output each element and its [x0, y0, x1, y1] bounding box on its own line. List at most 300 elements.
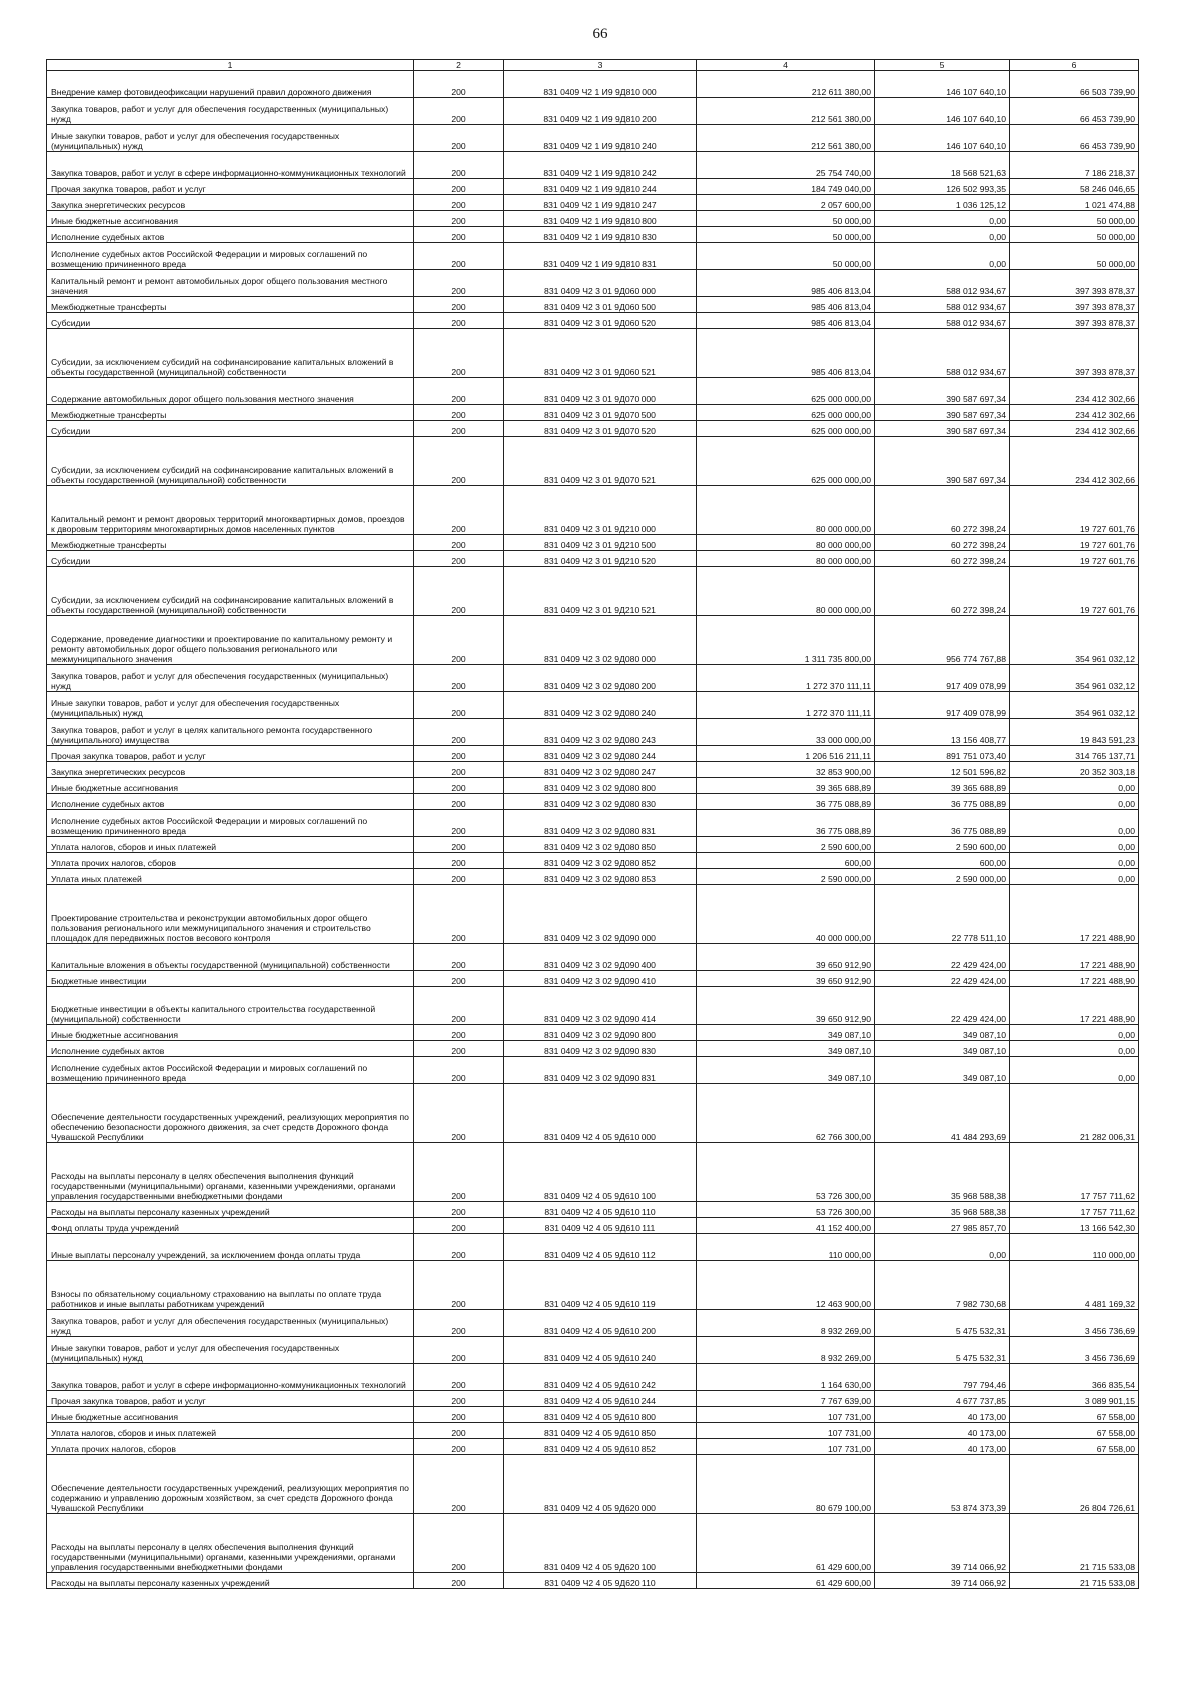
executed-amount: 40 173,00 [875, 1439, 1010, 1455]
executed-amount: 2 590 000,00 [875, 869, 1010, 885]
unexecuted-amount: 234 412 302,66 [1010, 421, 1139, 437]
table-row [47, 1391, 1139, 1407]
unexecuted-amount: 21 715 533,08 [1010, 1573, 1139, 1589]
budget-classification-code: 831 0409 Ч2 4 05 9Д610 852 [504, 1439, 697, 1455]
budget-classification-code: 831 0409 Ч2 3 02 9Д080 243 [504, 719, 697, 746]
executed-amount: 2 590 600,00 [875, 837, 1010, 853]
row-name: Субсидии [47, 313, 414, 329]
approved-amount: 62 766 300,00 [697, 1084, 875, 1143]
executed-amount: 146 107 640,10 [875, 98, 1010, 125]
unexecuted-amount: 17 221 488,90 [1010, 885, 1139, 944]
approved-amount: 985 406 813,04 [697, 313, 875, 329]
table-row [47, 1234, 1139, 1261]
row-code: 200 [414, 567, 504, 616]
unexecuted-amount: 17 757 711,62 [1010, 1143, 1139, 1202]
page-number: 66 [592, 26, 608, 42]
approved-amount: 1 311 735 800,00 [697, 616, 875, 665]
row-code: 200 [414, 1234, 504, 1261]
approved-amount: 107 731,00 [697, 1439, 875, 1455]
table-row [47, 227, 1139, 243]
executed-amount: 588 012 934,67 [875, 329, 1010, 378]
unexecuted-amount: 19 727 601,76 [1010, 551, 1139, 567]
unexecuted-amount: 314 765 137,71 [1010, 746, 1139, 762]
executed-amount: 0,00 [875, 227, 1010, 243]
row-name: Расходы на выплаты персоналу в целях обеспечения выполнения функций государственными (муниципальными) органами, казенными учреждениями, органами управления государственными внебюджетными фондами [47, 1143, 414, 1202]
approved-amount: 349 087,10 [697, 1057, 875, 1084]
unexecuted-amount: 19 727 601,76 [1010, 486, 1139, 535]
unexecuted-amount: 397 393 878,37 [1010, 329, 1139, 378]
unexecuted-amount: 50 000,00 [1010, 243, 1139, 270]
budget-classification-code: 831 0409 Ч2 3 01 9Д060 000 [504, 270, 697, 297]
approved-amount: 1 272 370 111,11 [697, 665, 875, 692]
row-code: 200 [414, 1025, 504, 1041]
executed-amount: 12 501 596,82 [875, 762, 1010, 778]
row-name: Исполнение судебных актов Российской Федерации и мировых соглашений по возмещению причиненного вреда [47, 810, 414, 837]
budget-classification-code: 831 0409 Ч2 3 02 9Д080 852 [504, 853, 697, 869]
unexecuted-amount: 50 000,00 [1010, 227, 1139, 243]
row-name: Исполнение судебных актов Российской Федерации и мировых соглашений по возмещению причиненного вреда [47, 1057, 414, 1084]
row-code: 200 [414, 778, 504, 794]
approved-amount: 32 853 900,00 [697, 762, 875, 778]
table-row [47, 125, 1139, 152]
row-name: Уплата прочих налогов, сборов [47, 853, 414, 869]
executed-amount: 797 794,46 [875, 1364, 1010, 1391]
row-name: Закупка товаров, работ и услуг в сфере информационно-коммуникационных технологий [47, 152, 414, 179]
unexecuted-amount: 366 835,54 [1010, 1364, 1139, 1391]
row-code: 200 [414, 746, 504, 762]
budget-classification-code: 831 0409 Ч2 3 01 9Д210 520 [504, 551, 697, 567]
executed-amount: 1 036 125,12 [875, 195, 1010, 211]
budget-classification-code: 831 0409 Ч2 3 02 9Д090 410 [504, 971, 697, 987]
unexecuted-amount: 3 456 736,69 [1010, 1310, 1139, 1337]
approved-amount: 50 000,00 [697, 211, 875, 227]
executed-amount: 126 502 993,35 [875, 179, 1010, 195]
executed-amount: 41 484 293,69 [875, 1084, 1010, 1143]
row-name: Бюджетные инвестиции [47, 971, 414, 987]
row-code: 200 [414, 152, 504, 179]
approved-amount: 41 152 400,00 [697, 1218, 875, 1234]
row-name: Исполнение судебных актов [47, 794, 414, 810]
row-code: 200 [414, 1337, 504, 1364]
unexecuted-amount: 354 961 032,12 [1010, 616, 1139, 665]
table-row [47, 421, 1139, 437]
budget-classification-code: 831 0409 Ч2 3 01 9Д070 520 [504, 421, 697, 437]
approved-amount: 80 679 100,00 [697, 1455, 875, 1514]
executed-amount: 5 475 532,31 [875, 1310, 1010, 1337]
approved-amount: 349 087,10 [697, 1041, 875, 1057]
approved-amount: 212 611 380,00 [697, 71, 875, 98]
executed-amount: 390 587 697,34 [875, 421, 1010, 437]
row-code: 200 [414, 227, 504, 243]
table-row [47, 1364, 1139, 1391]
executed-amount: 22 429 424,00 [875, 971, 1010, 987]
table-row [47, 1439, 1139, 1455]
row-name: Бюджетные инвестиции в объекты капитального строительства государственной (муниципальной) собственности [47, 987, 414, 1025]
table-row [47, 270, 1139, 297]
row-name: Обеспечение деятельности государственных учреждений, реализующих мероприятия по обеспечению безопасности дорожного движения, за счет средств Дорожного фонда Чувашской Республики [47, 1084, 414, 1143]
table-row [47, 1514, 1139, 1573]
budget-classification-code: 831 0409 Ч2 1 И9 9Д810 800 [504, 211, 697, 227]
budget-classification-code: 831 0409 Ч2 3 02 9Д090 831 [504, 1057, 697, 1084]
row-name: Содержание, проведение диагностики и проектирование по капитальному ремонту и ремонту автомобильных дорог общего пользования регионального или межмуниципального значения [47, 616, 414, 665]
row-code: 200 [414, 616, 504, 665]
approved-amount: 61 429 600,00 [697, 1514, 875, 1573]
row-name: Расходы на выплаты персоналу казенных учреждений [47, 1202, 414, 1218]
executed-amount: 35 968 588,38 [875, 1143, 1010, 1202]
budget-classification-code: 831 0409 Ч2 4 05 9Д610 119 [504, 1261, 697, 1310]
approved-amount: 985 406 813,04 [697, 270, 875, 297]
row-code: 200 [414, 1439, 504, 1455]
row-code: 200 [414, 486, 504, 535]
row-code: 200 [414, 270, 504, 297]
approved-amount: 8 932 269,00 [697, 1337, 875, 1364]
budget-classification-code: 831 0409 Ч2 4 05 9Д620 100 [504, 1514, 697, 1573]
row-name: Уплата прочих налогов, сборов [47, 1439, 414, 1455]
approved-amount: 2 590 000,00 [697, 869, 875, 885]
column-number-row [47, 60, 1139, 71]
approved-amount: 1 272 370 111,11 [697, 692, 875, 719]
row-code: 200 [414, 719, 504, 746]
table-row [47, 837, 1139, 853]
budget-classification-code: 831 0409 Ч2 4 05 9Д610 000 [504, 1084, 697, 1143]
row-code: 200 [414, 837, 504, 853]
budget-classification-code: 831 0409 Ч2 3 02 9Д090 000 [504, 885, 697, 944]
budget-classification-code: 831 0409 Ч2 3 02 9Д080 000 [504, 616, 697, 665]
table-row [47, 810, 1139, 837]
budget-classification-code: 831 0409 Ч2 1 И9 9Д810 240 [504, 125, 697, 152]
executed-amount: 39 714 066,92 [875, 1573, 1010, 1589]
row-name: Иные закупки товаров, работ и услуг для обеспечения государственных (муниципальных) нужд [47, 125, 414, 152]
table-row [47, 794, 1139, 810]
approved-amount: 39 650 912,90 [697, 971, 875, 987]
unexecuted-amount: 0,00 [1010, 869, 1139, 885]
row-code: 200 [414, 297, 504, 313]
table-row [47, 195, 1139, 211]
table-row [47, 987, 1139, 1025]
budget-classification-code: 831 0409 Ч2 3 01 9Д060 520 [504, 313, 697, 329]
row-name: Исполнение судебных актов Российской Федерации и мировых соглашений по возмещению причиненного вреда [47, 243, 414, 270]
budget-classification-code: 831 0409 Ч2 1 И9 9Д810 000 [504, 71, 697, 98]
row-name: Закупка товаров, работ и услуг для обеспечения государственных (муниципальных) нужд [47, 1310, 414, 1337]
approved-amount: 40 000 000,00 [697, 885, 875, 944]
table-row [47, 1407, 1139, 1423]
row-code: 200 [414, 1391, 504, 1407]
row-code: 200 [414, 98, 504, 125]
executed-amount: 390 587 697,34 [875, 405, 1010, 421]
table-row [47, 762, 1139, 778]
budget-classification-code: 831 0409 Ч2 4 05 9Д610 100 [504, 1143, 697, 1202]
unexecuted-amount: 234 412 302,66 [1010, 437, 1139, 486]
unexecuted-amount: 19 843 591,23 [1010, 719, 1139, 746]
table-row [47, 329, 1139, 378]
budget-classification-code: 831 0409 Ч2 1 И9 9Д810 830 [504, 227, 697, 243]
approved-amount: 1 164 630,00 [697, 1364, 875, 1391]
row-code: 200 [414, 313, 504, 329]
unexecuted-amount: 67 558,00 [1010, 1407, 1139, 1423]
budget-classification-code: 831 0409 Ч2 4 05 9Д610 240 [504, 1337, 697, 1364]
row-name: Межбюджетные трансферты [47, 535, 414, 551]
row-name: Исполнение судебных актов [47, 227, 414, 243]
unexecuted-amount: 17 221 488,90 [1010, 971, 1139, 987]
executed-amount: 0,00 [875, 243, 1010, 270]
executed-amount: 13 156 408,77 [875, 719, 1010, 746]
table-row [47, 719, 1139, 746]
budget-classification-code: 831 0409 Ч2 3 02 9Д090 830 [504, 1041, 697, 1057]
unexecuted-amount: 4 481 169,32 [1010, 1261, 1139, 1310]
row-name: Капитальный ремонт и ремонт автомобильных дорог общего пользования местного значения [47, 270, 414, 297]
row-code: 200 [414, 1143, 504, 1202]
row-name: Субсидии, за исключением субсидий на софинансирование капитальных вложений в объекты государственной (муниципальной) собственности [47, 437, 414, 486]
row-code: 200 [414, 437, 504, 486]
row-name: Межбюджетные трансферты [47, 297, 414, 313]
unexecuted-amount: 66 453 739,90 [1010, 98, 1139, 125]
budget-classification-code: 831 0409 Ч2 1 И9 9Д810 242 [504, 152, 697, 179]
unexecuted-amount: 0,00 [1010, 853, 1139, 869]
executed-amount: 956 774 767,88 [875, 616, 1010, 665]
row-code: 200 [414, 1084, 504, 1143]
unexecuted-amount: 21 715 533,08 [1010, 1514, 1139, 1573]
table-row [47, 179, 1139, 195]
executed-amount: 5 475 532,31 [875, 1337, 1010, 1364]
row-code: 200 [414, 125, 504, 152]
budget-classification-code: 831 0409 Ч2 4 05 9Д610 110 [504, 1202, 697, 1218]
executed-amount: 917 409 078,99 [875, 692, 1010, 719]
table-row [47, 885, 1139, 944]
executed-amount: 53 874 373,39 [875, 1455, 1010, 1514]
executed-amount: 39 714 066,92 [875, 1514, 1010, 1573]
executed-amount: 18 568 521,63 [875, 152, 1010, 179]
budget-classification-code: 831 0409 Ч2 3 02 9Д090 414 [504, 987, 697, 1025]
approved-amount: 107 731,00 [697, 1423, 875, 1439]
executed-amount: 27 985 857,70 [875, 1218, 1010, 1234]
budget-classification-code: 831 0409 Ч2 3 01 9Д210 500 [504, 535, 697, 551]
executed-amount: 60 272 398,24 [875, 551, 1010, 567]
budget-execution-table [46, 59, 1139, 1589]
row-name: Иные бюджетные ассигнования [47, 211, 414, 227]
budget-classification-code: 831 0409 Ч2 3 01 9Д070 000 [504, 378, 697, 405]
executed-amount: 40 173,00 [875, 1407, 1010, 1423]
approved-amount: 600,00 [697, 853, 875, 869]
unexecuted-amount: 354 961 032,12 [1010, 692, 1139, 719]
row-name: Проектирование строительства и реконструкции автомобильных дорог общего пользования регионального или межмуниципального значения и строительство площадок для передвижных постов весового контроля [47, 885, 414, 944]
table-row [47, 869, 1139, 885]
executed-amount: 349 087,10 [875, 1057, 1010, 1084]
executed-amount: 39 365 688,89 [875, 778, 1010, 794]
table-row [47, 746, 1139, 762]
table-row [47, 1218, 1139, 1234]
table-row [47, 1455, 1139, 1514]
unexecuted-amount: 19 727 601,76 [1010, 535, 1139, 551]
executed-amount: 588 012 934,67 [875, 297, 1010, 313]
approved-amount: 39 650 912,90 [697, 987, 875, 1025]
budget-classification-code: 831 0409 Ч2 3 01 9Д210 521 [504, 567, 697, 616]
budget-classification-code: 831 0409 Ч2 4 05 9Д610 200 [504, 1310, 697, 1337]
row-code: 200 [414, 195, 504, 211]
table-row [47, 1084, 1139, 1143]
unexecuted-amount: 21 282 006,31 [1010, 1084, 1139, 1143]
unexecuted-amount: 17 221 488,90 [1010, 944, 1139, 971]
row-code: 200 [414, 1261, 504, 1310]
row-code: 200 [414, 810, 504, 837]
row-code: 200 [414, 1407, 504, 1423]
row-name: Прочая закупка товаров, работ и услуг [47, 179, 414, 195]
row-name: Субсидии [47, 421, 414, 437]
executed-amount: 22 429 424,00 [875, 944, 1010, 971]
row-name: Прочая закупка товаров, работ и услуг [47, 746, 414, 762]
approved-amount: 50 000,00 [697, 243, 875, 270]
approved-amount: 2 057 600,00 [697, 195, 875, 211]
row-code: 200 [414, 243, 504, 270]
budget-classification-code: 831 0409 Ч2 1 И9 9Д810 244 [504, 179, 697, 195]
approved-amount: 349 087,10 [697, 1025, 875, 1041]
unexecuted-amount: 397 393 878,37 [1010, 297, 1139, 313]
approved-amount: 53 726 300,00 [697, 1143, 875, 1202]
table-row [47, 1143, 1139, 1202]
row-name: Субсидии, за исключением субсидий на софинансирование капитальных вложений в объекты государственной (муниципальной) собственности [47, 329, 414, 378]
table-row [47, 297, 1139, 313]
approved-amount: 184 749 040,00 [697, 179, 875, 195]
row-code: 200 [414, 1423, 504, 1439]
budget-classification-code: 831 0409 Ч2 4 05 9Д610 111 [504, 1218, 697, 1234]
approved-amount: 80 000 000,00 [697, 551, 875, 567]
row-name: Фонд оплаты труда учреждений [47, 1218, 414, 1234]
row-code: 200 [414, 665, 504, 692]
row-code: 200 [414, 211, 504, 227]
table-row [47, 378, 1139, 405]
table-row [47, 665, 1139, 692]
row-name: Иные выплаты персоналу учреждений, за исключением фонда оплаты труда [47, 1234, 414, 1261]
row-code: 200 [414, 1310, 504, 1337]
table-row [47, 567, 1139, 616]
budget-classification-code: 831 0409 Ч2 3 02 9Д080 200 [504, 665, 697, 692]
budget-classification-code: 831 0409 Ч2 3 01 9Д060 500 [504, 297, 697, 313]
row-code: 200 [414, 535, 504, 551]
row-name: Уплата иных платежей [47, 869, 414, 885]
executed-amount: 40 173,00 [875, 1423, 1010, 1439]
column-header: 4 [697, 60, 875, 71]
executed-amount: 60 272 398,24 [875, 567, 1010, 616]
approved-amount: 985 406 813,04 [697, 297, 875, 313]
approved-amount: 39 365 688,89 [697, 778, 875, 794]
row-name: Закупка товаров, работ и услуг для обеспечения государственных (муниципальных) нужд [47, 98, 414, 125]
row-name: Иные закупки товаров, работ и услуг для обеспечения государственных (муниципальных) нужд [47, 692, 414, 719]
unexecuted-amount: 0,00 [1010, 1057, 1139, 1084]
table-row [47, 853, 1139, 869]
table-row [47, 1573, 1139, 1589]
approved-amount: 80 000 000,00 [697, 535, 875, 551]
executed-amount: 600,00 [875, 853, 1010, 869]
approved-amount: 80 000 000,00 [697, 567, 875, 616]
approved-amount: 625 000 000,00 [697, 437, 875, 486]
row-code: 200 [414, 179, 504, 195]
approved-amount: 25 754 740,00 [697, 152, 875, 179]
budget-classification-code: 831 0409 Ч2 3 02 9Д080 247 [504, 762, 697, 778]
executed-amount: 588 012 934,67 [875, 313, 1010, 329]
row-code: 200 [414, 853, 504, 869]
row-code: 200 [414, 987, 504, 1025]
executed-amount: 891 751 073,40 [875, 746, 1010, 762]
table-row [47, 971, 1139, 987]
row-code: 200 [414, 1218, 504, 1234]
row-name: Обеспечение деятельности государственных учреждений, реализующих мероприятия по содержанию и управлению дорожным хозяйством, за счет средств Дорожного фонда Чувашской Республики [47, 1455, 414, 1514]
row-name: Расходы на выплаты персоналу в целях обеспечения выполнения функций государственными (муниципальными) органами, казенными учреждениями, органами управления государственными внебюджетными фондами [47, 1514, 414, 1573]
executed-amount: 4 677 737,85 [875, 1391, 1010, 1407]
row-code: 200 [414, 71, 504, 98]
row-name: Закупка товаров, работ и услуг в сфере информационно-коммуникационных технологий [47, 1364, 414, 1391]
budget-classification-code: 831 0409 Ч2 3 02 9Д080 850 [504, 837, 697, 853]
executed-amount: 349 087,10 [875, 1025, 1010, 1041]
executed-amount: 7 982 730,68 [875, 1261, 1010, 1310]
table-row [47, 486, 1139, 535]
row-name: Иные бюджетные ассигнования [47, 1025, 414, 1041]
table-row [47, 535, 1139, 551]
budget-classification-code: 831 0409 Ч2 3 02 9Д080 853 [504, 869, 697, 885]
unexecuted-amount: 13 166 542,30 [1010, 1218, 1139, 1234]
unexecuted-amount: 110 000,00 [1010, 1234, 1139, 1261]
executed-amount: 146 107 640,10 [875, 125, 1010, 152]
row-code: 200 [414, 1057, 504, 1084]
unexecuted-amount: 26 804 726,61 [1010, 1455, 1139, 1514]
approved-amount: 36 775 088,89 [697, 810, 875, 837]
unexecuted-amount: 50 000,00 [1010, 211, 1139, 227]
budget-classification-code: 831 0409 Ч2 3 01 9Д070 521 [504, 437, 697, 486]
table-row [47, 551, 1139, 567]
executed-amount: 349 087,10 [875, 1041, 1010, 1057]
budget-classification-code: 831 0409 Ч2 3 02 9Д080 831 [504, 810, 697, 837]
approved-amount: 39 650 912,90 [697, 944, 875, 971]
executed-amount: 22 429 424,00 [875, 987, 1010, 1025]
table-row [47, 211, 1139, 227]
table-row [47, 405, 1139, 421]
executed-amount: 60 272 398,24 [875, 535, 1010, 551]
approved-amount: 2 590 600,00 [697, 837, 875, 853]
budget-classification-code: 831 0409 Ч2 1 И9 9Д810 200 [504, 98, 697, 125]
row-name: Закупка товаров, работ и услуг для обеспечения государственных (муниципальных) нужд [47, 665, 414, 692]
row-code: 200 [414, 329, 504, 378]
row-name: Субсидии, за исключением субсидий на софинансирование капитальных вложений в объекты государственной (муниципальной) собственности [47, 567, 414, 616]
unexecuted-amount: 17 221 488,90 [1010, 987, 1139, 1025]
row-name: Уплата налогов, сборов и иных платежей [47, 1423, 414, 1439]
table-row [47, 944, 1139, 971]
unexecuted-amount: 7 186 218,37 [1010, 152, 1139, 179]
budget-classification-code: 831 0409 Ч2 3 02 9Д080 244 [504, 746, 697, 762]
approved-amount: 8 932 269,00 [697, 1310, 875, 1337]
row-code: 200 [414, 762, 504, 778]
row-code: 200 [414, 1041, 504, 1057]
budget-classification-code: 831 0409 Ч2 4 05 9Д610 850 [504, 1423, 697, 1439]
row-name: Закупка энергетических ресурсов [47, 195, 414, 211]
budget-classification-code: 831 0409 Ч2 4 05 9Д610 800 [504, 1407, 697, 1423]
executed-amount: 588 012 934,67 [875, 270, 1010, 297]
approved-amount: 625 000 000,00 [697, 405, 875, 421]
unexecuted-amount: 234 412 302,66 [1010, 405, 1139, 421]
table-row [47, 1310, 1139, 1337]
executed-amount: 146 107 640,10 [875, 71, 1010, 98]
row-name: Субсидии [47, 551, 414, 567]
row-name: Иные бюджетные ассигнования [47, 1407, 414, 1423]
row-code: 200 [414, 1455, 504, 1514]
approved-amount: 61 429 600,00 [697, 1573, 875, 1589]
row-name: Капитальные вложения в объекты государственной (муниципальной) собственности [47, 944, 414, 971]
table-row [47, 1041, 1139, 1057]
row-code: 200 [414, 1573, 504, 1589]
table-row [47, 616, 1139, 665]
row-name: Содержание автомобильных дорог общего пользования местного значения [47, 378, 414, 405]
budget-classification-code: 831 0409 Ч2 4 05 9Д610 244 [504, 1391, 697, 1407]
approved-amount: 110 000,00 [697, 1234, 875, 1261]
table-row [47, 1057, 1139, 1084]
executed-amount: 917 409 078,99 [875, 665, 1010, 692]
